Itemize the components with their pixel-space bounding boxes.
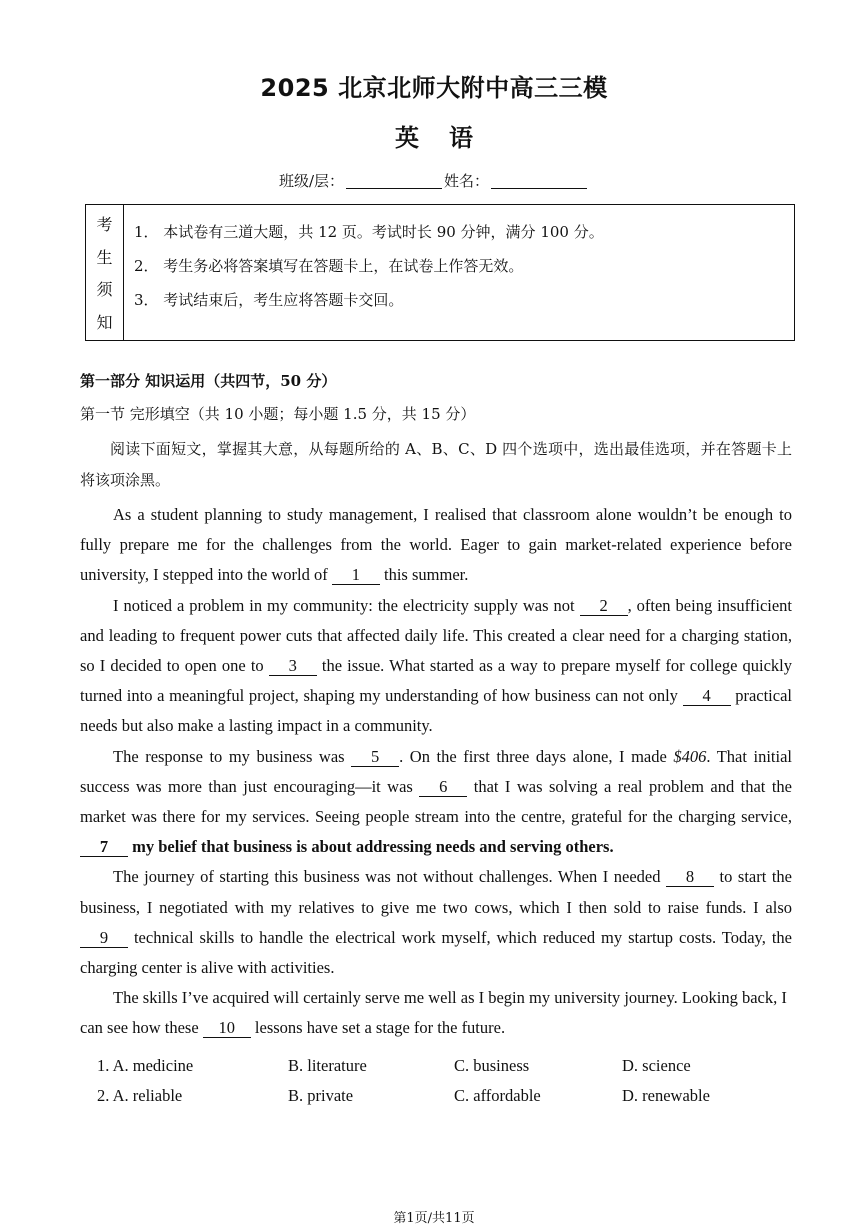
passage-text: . That initial success was more than just encouraging—it was [80,746,792,796]
notice-items [124,205,794,340]
option-c: C. affordable [454,1086,541,1105]
passage-text: I noticed a problem in my community: the electricity supply was not [113,595,580,615]
notice-item: 2． 考生务必将答案填写在答题卡上，在试卷上作答无效。 [134,257,524,275]
passage-text: As a student planning to study management, I realised that classroom alone wouldn’t be enough to fully prepare me for the challenges from the world. Eager to gain market-related experience before university, I stepped into the world of [80,505,792,585]
name-blank[interactable] [491,172,587,189]
passage-paragraph [80,862,792,983]
blank-7: 7 [80,838,128,857]
class-label: 班级/层： [278,172,345,190]
blank-6: 6 [419,778,467,797]
option-b: B. private [288,1086,354,1105]
option-row [97,1086,797,1116]
passage-paragraph [80,742,792,863]
option-d: D. science [622,1056,691,1075]
answer-options [97,1056,797,1116]
passage-text: lessons have set a stage for the future. [250,1018,506,1038]
notice-label-char: 考 [96,214,113,234]
passage-text: that I was solving a real problem and that the market was there for my services. Seeing people stream into the centre, grateful for the charging service, [80,776,792,827]
passage-text: to start the business, I negotiated with my relatives to give me two cows, which I then sold to raise funds. I also [80,867,792,917]
name-label: 姓名： [444,172,490,190]
blank-8: 8 [666,868,714,887]
blank-5: 5 [351,748,399,767]
passage-text: the issue. What started as a way to prepare myself for college quickly turned into a meaningful project, shaping my understanding of how business can not only [80,656,792,706]
blank-10: 10 [203,1019,251,1038]
notice-label-char: 生 [96,247,113,267]
subject-title: 英语 [395,124,503,152]
passage-paragraph [80,591,792,742]
passage-paragraph [80,983,792,1043]
notice-item: 3． 考试结束后，考生应将答题卡交回。 [134,291,404,309]
instruction-text: 阅读下面短文，掌握其大意，从每题所给的 A、B、C、D 四个选项中，选出最佳选项，并在答题卡上将该项涂黑。 [80,440,792,489]
blank-3: 3 [269,657,317,676]
class-blank[interactable] [346,172,442,189]
notice-label-char: 知 [96,313,113,333]
notice-item: 1． 本试卷有三道大题，共 12 页。考试时长 90 分钟，满分 100 分。 [134,223,604,241]
passage-text: technical skills to handle the electrical work myself, which reduced my startup costs. Today, the charging center is alive with activities. [80,927,792,978]
option-b: B. literature [288,1056,367,1075]
passage-text: , often being insufficient and leading to frequent power cuts that affected daily life. This created a clear need for a charging station, so I decided to open one to [80,595,793,676]
passage-text: The journey of starting this business was not without challenges. When I needed [113,867,667,887]
notice-box [85,204,795,341]
option-row [97,1056,797,1086]
option-c: C. business [454,1056,530,1075]
passage-text: The skills I’ve acquired will certainly serve me well as I begin my university journey. Looking back, I can see how these [80,988,787,1038]
blank-9: 9 [80,929,128,948]
passage-paragraph [80,500,792,591]
notice-label-char: 须 [96,280,113,300]
passage-text: this summer. [379,565,469,585]
passage-text: practical needs but also make a lasting impact in a community. [80,686,792,736]
option-d: D. renewable [622,1086,710,1105]
passage-text-bold: my belief that business is about addressing needs and serving others. [128,837,614,857]
page-number: 第1页/共11页 [393,1211,475,1226]
blank-2: 2 [580,597,628,616]
blank-4: 4 [683,687,731,706]
exam-title: 2025 北京北师大附中高三三模 [260,74,608,102]
part-heading: 第一部分 知识运用（共四节，50 分） [80,372,337,390]
notice-label [86,205,124,340]
amount-text: $406 [673,746,707,766]
cloze-passage [80,500,792,1044]
passage-text: The response to my business was [113,746,352,766]
section-heading: 第一节 完形填空（共 10 小题；每小题 1.5 分，共 15 分） [80,405,476,423]
option-a: 1. A. medicine [97,1056,194,1075]
option-a: 2. A. reliable [97,1086,183,1105]
blank-1: 1 [332,566,380,585]
student-info-line [0,170,868,191]
passage-text: . On the first three days alone, I made [399,746,674,766]
